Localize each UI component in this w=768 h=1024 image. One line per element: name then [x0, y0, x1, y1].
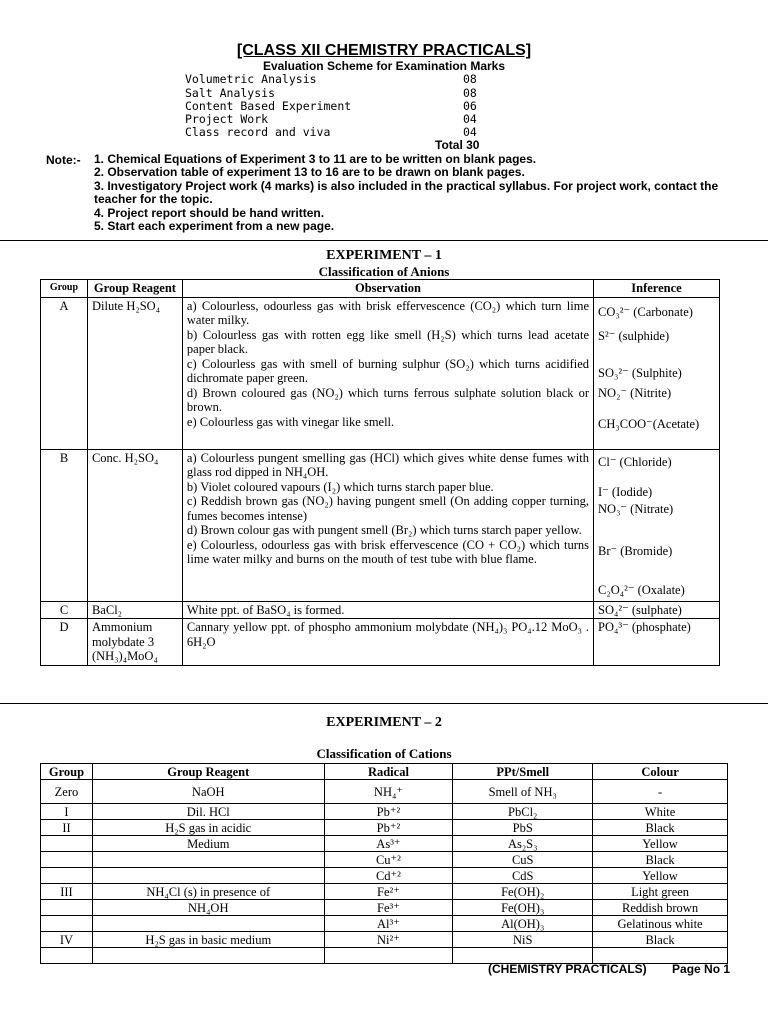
scheme-row	[185, 86, 485, 99]
colour-cell: White	[593, 804, 728, 820]
colour-cell: -	[593, 780, 728, 804]
scheme-row	[185, 72, 485, 85]
colour-cell: Reddish brown	[593, 900, 728, 916]
note-item: 2. Observation table of experiment 13 to 16 are to be drawn on blank pages.	[94, 165, 525, 179]
column-header: Group	[41, 280, 88, 298]
colour-cell: Black	[593, 820, 728, 836]
page-number: Page No 1	[672, 962, 731, 976]
anions-table	[40, 279, 720, 666]
inference-text: CO₃²⁻ (Carbonate)	[598, 304, 693, 319]
note-label: Note:-	[46, 153, 81, 167]
observation-text: a) Colourless pungent smelling gas (HCl) which gives white dense fumes with glass rod dipped in NH₄OH.	[186, 450, 590, 479]
scheme-label: Volumetric Analysis	[185, 72, 317, 86]
total-marks: Total 30	[435, 138, 480, 152]
observation-cell	[182, 601, 593, 619]
group-cell: D	[41, 619, 88, 666]
group-cell: Zero	[41, 780, 93, 804]
observation-text: a) Colourless, odourless gas with brisk effervescence (CO₂) which turn lime water milky.	[186, 298, 590, 327]
inference-text: SO₄²⁻ (sulphate)	[598, 602, 682, 617]
observation-text: Cannary yellow ppt. of phospho ammonium molybdate (NH₄)₃ PO₄.12 MoO₃ . 6H₂O	[186, 620, 590, 649]
note-item: 4. Project report should be hand written.	[94, 206, 325, 220]
observation-cell	[182, 297, 593, 449]
reagent-cell	[92, 852, 324, 868]
reagent-cell: Dilute H₂SO₄	[87, 297, 182, 449]
ppt-cell: As₂S₃	[453, 836, 593, 852]
colour-cell: Black	[593, 852, 728, 868]
radical-cell: As³⁺	[324, 836, 453, 852]
radical-cell: Cu⁺²	[324, 852, 453, 868]
table-row	[41, 601, 720, 619]
note-item: 5. Start each experiment from a new page.	[94, 219, 335, 233]
radical-cell: Pb⁺²	[324, 804, 453, 820]
group-cell	[41, 836, 93, 852]
radical-cell: Ni²⁺	[324, 932, 453, 948]
inference-text: SO₃²⁻ (Sulphite)	[598, 365, 682, 380]
column-header: Observation	[182, 280, 593, 298]
ppt-cell: NiS	[453, 932, 593, 948]
experiment-1-subtitle: Classification of Anions	[318, 264, 450, 279]
reagent-cell: Dil. HCl	[92, 804, 324, 820]
column-header: Colour	[593, 764, 728, 780]
ppt-cell: PbCl₂	[453, 804, 593, 820]
scheme-row	[185, 125, 485, 138]
group-cell	[41, 948, 93, 964]
inference-text: Cl⁻ (Chloride)	[598, 454, 672, 469]
group-cell	[41, 852, 93, 868]
group-cell	[41, 868, 93, 884]
inference-text: PO₄³⁻ (phosphate)	[598, 620, 691, 634]
table-header-row	[41, 280, 720, 298]
experiment-1-title: EXPERIMENT – 1	[326, 248, 442, 263]
group-cell: III	[41, 884, 93, 900]
reagent-cell: Medium	[92, 836, 324, 852]
observation-text: d) Brown coloured gas (NO₂) which turns ferrous sulphate solution black or brown.	[186, 385, 590, 414]
table-row	[41, 820, 728, 836]
divider	[0, 703, 768, 704]
divider	[0, 240, 768, 241]
inference-text: CH₃COO⁻(Acetate)	[598, 416, 700, 431]
table-row	[41, 449, 720, 601]
scheme-marks: 06	[463, 99, 477, 113]
table-row	[41, 780, 728, 804]
observation-cell	[182, 449, 593, 601]
group-cell: I	[41, 804, 93, 820]
table-row	[41, 916, 728, 932]
reagent-cell: NH₄Cl (s) in presence of	[92, 884, 324, 900]
scheme-label: Project Work	[185, 112, 269, 126]
table-row	[41, 900, 728, 916]
ppt-cell: Fe(OH)₂	[453, 884, 593, 900]
inference-cell	[594, 449, 720, 601]
inference-text: S²⁻ (sulphide)	[598, 329, 670, 343]
observation-cell	[182, 619, 593, 666]
column-header: Inference	[594, 280, 720, 298]
reagent-cell	[92, 948, 324, 964]
radical-cell: NH₄⁺	[324, 780, 453, 804]
group-cell: II	[41, 820, 93, 836]
evaluation-scheme-heading: Evaluation Scheme for Examination Marks	[262, 59, 506, 73]
radical-cell: Fe²⁺	[324, 884, 453, 900]
colour-cell: Yellow	[593, 868, 728, 884]
table-row	[41, 804, 728, 820]
inference-cell	[594, 619, 720, 666]
reagent-cell: H₂S gas in basic medium	[92, 932, 324, 948]
reagent-cell: Ammonium molybdate 3 (NH₃)₄MoO₄	[87, 619, 182, 666]
inference-text: Br⁻ (Bromide)	[598, 544, 673, 558]
footer-label: (CHEMISTRY PRACTICALS)	[488, 962, 647, 976]
ppt-cell: Fe(OH)₃	[453, 900, 593, 916]
reagent-cell: H₂S gas in acidic	[92, 820, 324, 836]
reagent-cell: BaCl₂	[87, 601, 182, 619]
reagent-cell	[92, 916, 324, 932]
scheme-marks: 08	[463, 72, 477, 86]
radical-cell: Al³⁺	[324, 916, 453, 932]
page-footer	[488, 962, 730, 976]
radical-cell: Cd⁺²	[324, 868, 453, 884]
experiment-2-subtitle: Classification of Cations	[316, 746, 452, 761]
scheme-row	[185, 112, 485, 125]
observation-text: White ppt. of BaSO₄ is formed.	[186, 602, 345, 617]
group-cell: B	[41, 449, 88, 601]
reagent-cell	[92, 868, 324, 884]
observation-text: d) Brown colour gas with pungent smell (Br₂) which turns starch paper yellow.	[186, 523, 582, 537]
reagent-cell: NH₄OH	[92, 900, 324, 916]
reagent-cell: Conc. H₂SO₄	[87, 449, 182, 601]
table-row	[41, 619, 720, 666]
column-header: Group	[41, 764, 93, 780]
ppt-cell: PbS	[453, 820, 593, 836]
inference-text: C₂O₄²⁻ (Oxalate)	[598, 582, 685, 597]
radical-cell	[324, 948, 453, 964]
ppt-cell: CdS	[453, 868, 593, 884]
colour-cell: Gelatinous white	[593, 916, 728, 932]
observation-text: e) Colourless gas with vinegar like smell.	[186, 414, 395, 429]
reagent-cell: NaOH	[92, 780, 324, 804]
note-item: 1. Chemical Equations of Experiment 3 to 11 are to be written on blank pages.	[94, 152, 537, 166]
scheme-label: Class record and viva	[185, 125, 331, 139]
inference-cell	[594, 601, 720, 619]
observation-text: c) Colourless gas with smell of burning sulphur (SO₂) which turns acidified dichromate paper green.	[186, 356, 590, 385]
observation-text: b) Violet coloured vapours (I₂) which turns starch paper blue.	[186, 479, 494, 494]
group-cell	[41, 916, 93, 932]
inference-cell	[594, 297, 720, 449]
table-row	[41, 884, 728, 900]
table-row	[41, 836, 728, 852]
column-header: Group Reagent	[92, 764, 324, 780]
group-cell	[41, 900, 93, 916]
observation-text: c) Reddish brown gas (NO₂) having pungent smell (On adding copper turning, fumes becomes intense)	[186, 494, 590, 523]
inference-text: NO₃⁻ (Nitrate)	[598, 501, 674, 516]
inference-text: NO₂⁻ (Nitrite)	[598, 386, 672, 400]
ppt-cell: Al(OH)₃	[453, 916, 593, 932]
table-row	[41, 932, 728, 948]
ppt-cell: CuS	[453, 852, 593, 868]
table-row	[41, 297, 720, 449]
scheme-label: Salt Analysis	[185, 86, 276, 100]
table-row	[41, 868, 728, 884]
observation-text: e) Colourless, odourless gas with brisk effervescence (CO + CO₂) which turns lime water milky and burns on the mouth of test tube with blue flame.	[186, 537, 590, 566]
column-header: Group Reagent	[87, 280, 182, 298]
scheme-row	[185, 99, 485, 112]
group-cell: IV	[41, 932, 93, 948]
scheme-marks: 08	[463, 86, 477, 100]
scheme-label: Content Based Experiment	[185, 99, 352, 113]
experiment-2-title: EXPERIMENT – 2	[326, 715, 442, 730]
table-header-row	[41, 764, 728, 780]
note-item: 3. Investigatory Project work (4 marks) is also included in the practical syllabus. For project work, contact the teacher for the topic.	[94, 179, 719, 206]
scheme-marks: 04	[463, 112, 477, 126]
inference-text: I⁻ (Iodide)	[598, 485, 653, 499]
column-header: Radical	[324, 764, 453, 780]
colour-cell: Black	[593, 932, 728, 948]
table-row	[41, 852, 728, 868]
radical-cell: Fe³⁺	[324, 900, 453, 916]
column-header: PPt/Smell	[453, 764, 593, 780]
colour-cell: Light green	[593, 884, 728, 900]
observation-text: b) Colourless gas with rotten egg like smell (H₂S) which turns lead acetate paper black.	[186, 327, 590, 356]
ppt-cell: Smell of NH₃	[453, 780, 593, 804]
page-title: [CLASS XII CHEMISTRY PRACTICALS]	[236, 42, 532, 59]
cations-table	[40, 763, 728, 964]
group-cell: A	[41, 297, 88, 449]
scheme-marks: 04	[463, 125, 477, 139]
radical-cell: Pb⁺²	[324, 820, 453, 836]
colour-cell: Yellow	[593, 836, 728, 852]
group-cell: C	[41, 601, 88, 619]
